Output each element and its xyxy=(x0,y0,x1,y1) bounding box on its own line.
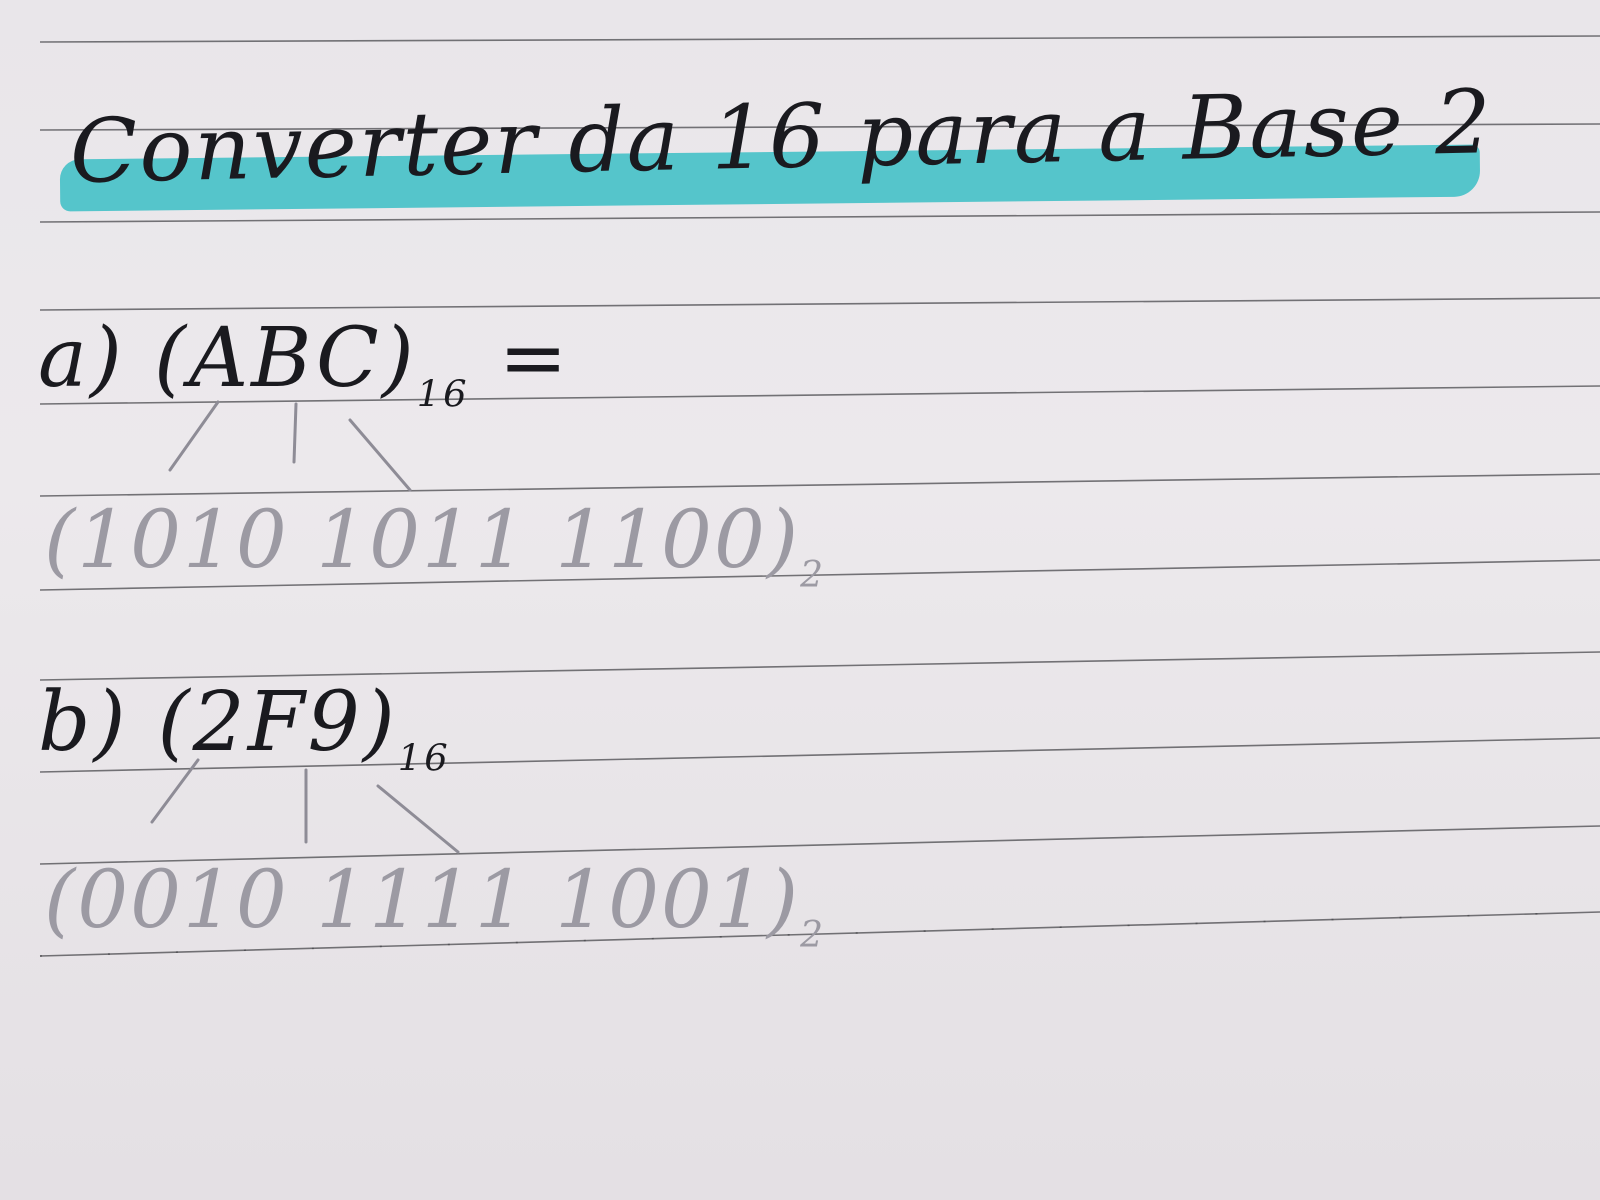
item-b-label: b) xyxy=(38,675,129,770)
item-a-hex-base: 16 xyxy=(416,372,470,416)
item-a-hex xyxy=(38,311,571,416)
item-b-hex xyxy=(38,675,451,780)
item-a-binary xyxy=(44,493,825,596)
item-a-binary-base: 2 xyxy=(800,554,825,596)
item-a-label: a) xyxy=(38,311,125,406)
item-a-binary-value: (1010 1011 1100) xyxy=(44,493,801,586)
item-b-binary xyxy=(44,853,825,956)
item-b-hex-base: 16 xyxy=(397,736,451,780)
page-title: Converter da 16 para a Base 2 xyxy=(68,70,1494,203)
item-b-binary-base: 2 xyxy=(800,914,825,956)
item-b-binary-value: (0010 1111 1001) xyxy=(44,853,801,946)
item-a-equals: = xyxy=(498,311,571,406)
item-a-hex-value: (ABC) xyxy=(153,311,417,406)
item-b-hex-value: (2F9) xyxy=(157,675,398,770)
